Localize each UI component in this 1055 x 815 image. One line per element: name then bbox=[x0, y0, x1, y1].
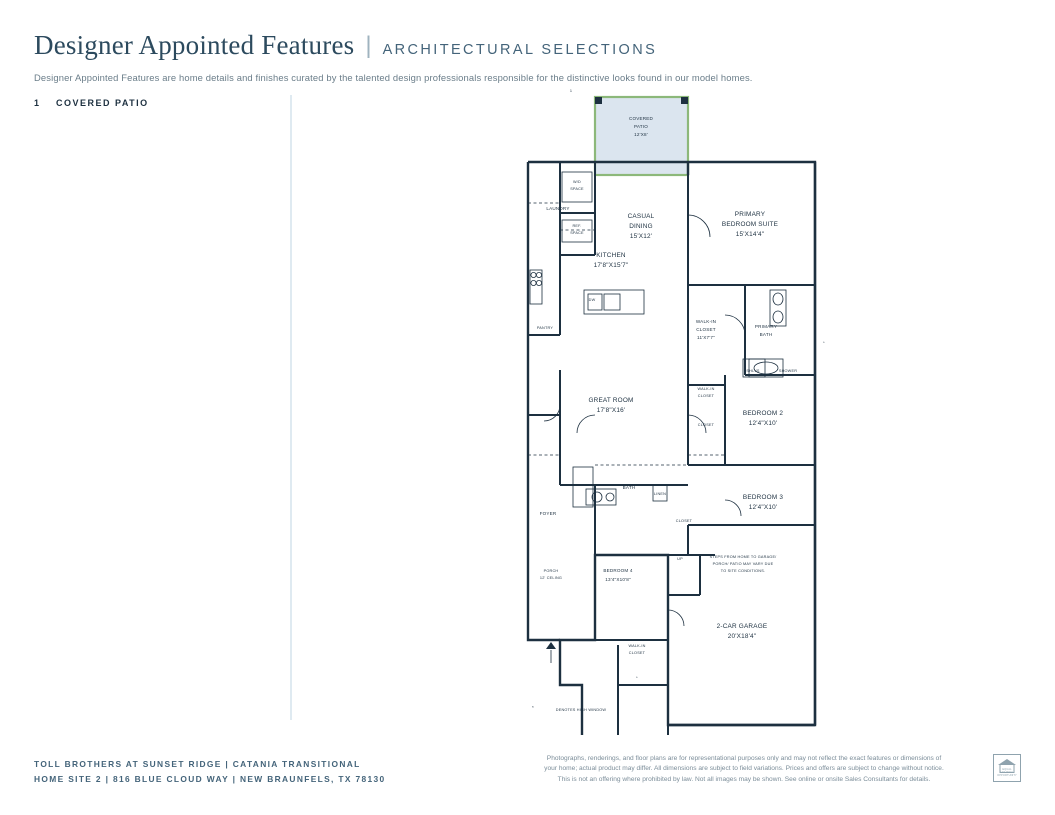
room-label: PRIMARY bbox=[734, 211, 766, 218]
room-label: PRIMARY bbox=[754, 324, 778, 329]
room-dimensions: 12'4"X10' bbox=[748, 504, 778, 511]
floor-plan bbox=[500, 85, 860, 735]
room-label: LINEN bbox=[653, 492, 667, 496]
plan-note: PORCH/ PATIO MAY VARY DUE bbox=[712, 562, 774, 566]
footer-disclaimer-block bbox=[501, 754, 1021, 786]
room-label: SPACE bbox=[570, 187, 584, 191]
room-label: CLOSET bbox=[628, 651, 646, 655]
room-label: CASUAL bbox=[627, 213, 655, 220]
disclaimer-line-2: your home; actual product may differ. All dimensions are subject to field variations. Prices and offers are subject to change without notice. bbox=[544, 765, 944, 772]
page-title: Designer Appointed Features bbox=[34, 30, 355, 60]
room-label: PORCH bbox=[543, 569, 559, 573]
room-label: KITCHEN bbox=[596, 252, 626, 259]
disclaimer-line-1: Photographs, renderings, and floor plans are for representational purposes only and may not reflect the exact features or dimensions of bbox=[546, 754, 942, 762]
footer-line-2: HOME SITE 2 | 816 BLUE CLOUD WAY | NEW BRAUNFELS, TX 78130 bbox=[34, 774, 386, 784]
page-subtitle-heading: ARCHITECTURAL SELECTIONS bbox=[382, 42, 658, 58]
room-label: SHOWER bbox=[778, 369, 798, 373]
room-label: BEDROOM 3 bbox=[742, 494, 784, 501]
room-dimensions: 15'X12' bbox=[629, 233, 653, 240]
room-label: WALK-IN bbox=[695, 319, 717, 324]
high-window-marker: * bbox=[532, 705, 534, 710]
high-window-marker: * bbox=[636, 676, 638, 680]
page-header bbox=[34, 30, 1014, 83]
room-label: DINING bbox=[629, 223, 653, 230]
room-label: W/D bbox=[573, 180, 581, 184]
plan-callout-number: 1 bbox=[569, 89, 573, 93]
plan-note: STEPS FROM HOME TO GARAGE/ bbox=[709, 555, 777, 559]
room-label: CLOSET bbox=[675, 519, 693, 523]
room-dimensions: 20'X18'4" bbox=[727, 633, 757, 640]
legend-item-label: COVERED PATIO bbox=[56, 98, 149, 108]
high-window-marker: * bbox=[823, 341, 825, 345]
room-label: REF. bbox=[572, 224, 582, 228]
eho-caption: EQUAL HOUSING OPPORTUNITY bbox=[997, 767, 1017, 778]
room-label: BATH bbox=[759, 332, 773, 337]
legend-item-number: 1 bbox=[34, 98, 40, 108]
room-dimensions: 17'8"X16' bbox=[596, 407, 626, 414]
room-dimensions: 12'4"X10' bbox=[748, 420, 778, 427]
room-label: CLOSET bbox=[696, 327, 716, 332]
room-label: FOYER bbox=[539, 511, 557, 516]
room-label: COVERED bbox=[628, 116, 654, 121]
feature-legend bbox=[34, 98, 264, 116]
high-window-note: DENOTES HIGH WINDOW bbox=[555, 708, 607, 712]
footer-community-info bbox=[34, 757, 386, 787]
page-description: Designer Appointed Features are home details and finishes curated by the talented design professionals responsible for the distinctive looks found in our model homes. bbox=[34, 72, 753, 83]
list-item bbox=[34, 98, 264, 108]
stairs-label: UP bbox=[677, 557, 683, 561]
disclaimer-text bbox=[509, 754, 979, 786]
title-divider: | bbox=[365, 32, 372, 59]
room-label: BEDROOM 2 bbox=[742, 410, 784, 417]
room-dimensions: 15'X14'4" bbox=[735, 231, 765, 238]
room-label: SPACE bbox=[570, 231, 584, 235]
equal-housing-opportunity-icon bbox=[993, 754, 1021, 782]
room-dimensions: 13'4"X10'8" bbox=[605, 577, 631, 582]
floor-plan-drawing bbox=[500, 85, 860, 735]
room-label: CLOSET bbox=[697, 423, 715, 427]
room-note: 12' CELING bbox=[539, 576, 563, 580]
room-label: BEDROOM SUITE bbox=[721, 221, 779, 228]
room-label: BATH bbox=[622, 485, 636, 490]
room-label: GREAT ROOM bbox=[588, 397, 634, 404]
title-row bbox=[34, 30, 1014, 61]
room-label: WALK-IN bbox=[628, 644, 646, 648]
room-label: CLOSET bbox=[697, 394, 715, 398]
room-label: SHLVS bbox=[746, 369, 760, 373]
plan-note: TO SITE CONDITIONS. bbox=[720, 569, 766, 573]
room-label: BEDROOM 4 bbox=[603, 568, 633, 573]
disclaimer-line-3: This is not an offering where prohibited by law. Not all images may be shown. See online or onsite Sales Consultants for details. bbox=[557, 775, 931, 783]
room-dimensions: 17'8"X15'7" bbox=[593, 262, 629, 269]
vertical-divider bbox=[290, 95, 292, 720]
room-dimensions: 11'X7'7" bbox=[697, 335, 715, 340]
footer-line-1: TOLL BROTHERS AT SUNSET RIDGE | CATANIA TRANSITIONAL bbox=[34, 759, 361, 769]
room-label: 2-CAR GARAGE bbox=[716, 623, 768, 630]
room-label: LAUNDRY bbox=[546, 206, 570, 211]
appliance-label: DW bbox=[588, 298, 596, 302]
room-dimensions: 12'X8' bbox=[634, 132, 648, 137]
room-label: PATIO bbox=[633, 124, 649, 129]
room-label: WALK-IN bbox=[697, 387, 715, 391]
room-label: PANTRY bbox=[536, 326, 554, 330]
